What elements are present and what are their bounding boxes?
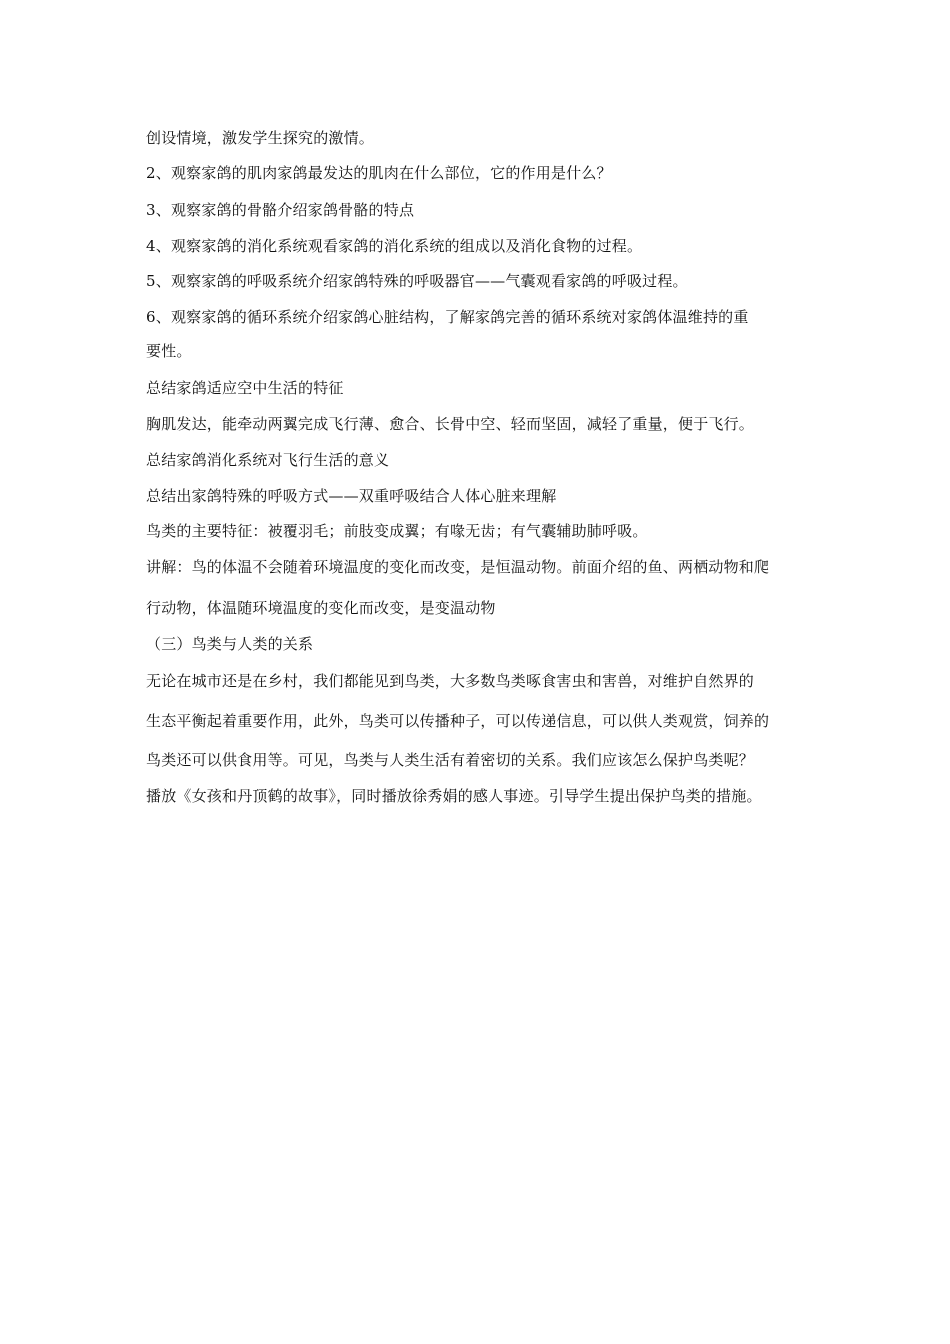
text-line: 2、观察家鸽的肌肉家鸽最发达的肌肉在什么部位，它的作用是什么？: [146, 164, 612, 182]
section-heading: （三）鸟类与人类的关系: [146, 635, 314, 653]
text-line: 无论在城市还是在乡村，我们都能见到鸟类，大多数鸟类啄食害虫和害兽，对维护自然界的: [146, 672, 755, 690]
text-line: 总结家鸽适应空中生活的特征: [146, 379, 344, 397]
text-line: 总结出家鸽特殊的呼吸方式——双重呼吸结合人体心脏来理解: [146, 487, 557, 505]
text-line: 5、观察家鸽的呼吸系统介绍家鸽特殊的呼吸器官——气囊观看家鸽的呼吸过程。: [146, 272, 688, 290]
text-line: 行动物，体温随环境温度的变化而改变，是变温动物: [146, 599, 496, 617]
text-line: 胸肌发达，能牵动两翼完成飞行薄、愈合、长骨中空、轻而坚固，减轻了重量，便于飞行。: [146, 415, 755, 433]
text-line: 鸟类还可以供食用等。可见，鸟类与人类生活有着密切的关系。我们应该怎么保护鸟类呢？: [146, 751, 755, 769]
text-line: 要性。: [146, 342, 192, 360]
text-line: 总结家鸽消化系统对飞行生活的意义: [146, 451, 390, 469]
text-line: 4、观察家鸽的消化系统观看家鸽的消化系统的组成以及消化食物的过程。: [146, 237, 643, 255]
text-line: 讲解：鸟的体温不会随着环境温度的变化而改变，是恒温动物。前面介绍的鱼、两栖动物和爬: [146, 558, 770, 576]
text-line: 播放《女孩和丹顶鹤的故事》，同时播放徐秀娟的感人事迹。引导学生提出保护鸟类的措施。: [146, 787, 762, 805]
text-line: 3、观察家鸽的骨骼介绍家鸽骨骼的特点: [146, 201, 415, 219]
text-line: 6、观察家鸽的循环系统介绍家鸽心脏结构，了解家鸽完善的循环系统对家鸽体温维持的重: [146, 308, 749, 326]
text-line: 创设情境，激发学生探究的激情。: [146, 129, 375, 147]
text-line: 鸟类的主要特征：被覆羽毛；前肢变成翼；有喙无齿；有气囊辅助肺呼吸。: [146, 522, 648, 540]
text-line: 生态平衡起着重要作用，此外，鸟类可以传播种子，可以传递信息，可以供人类观赏，饲养的: [146, 712, 770, 730]
